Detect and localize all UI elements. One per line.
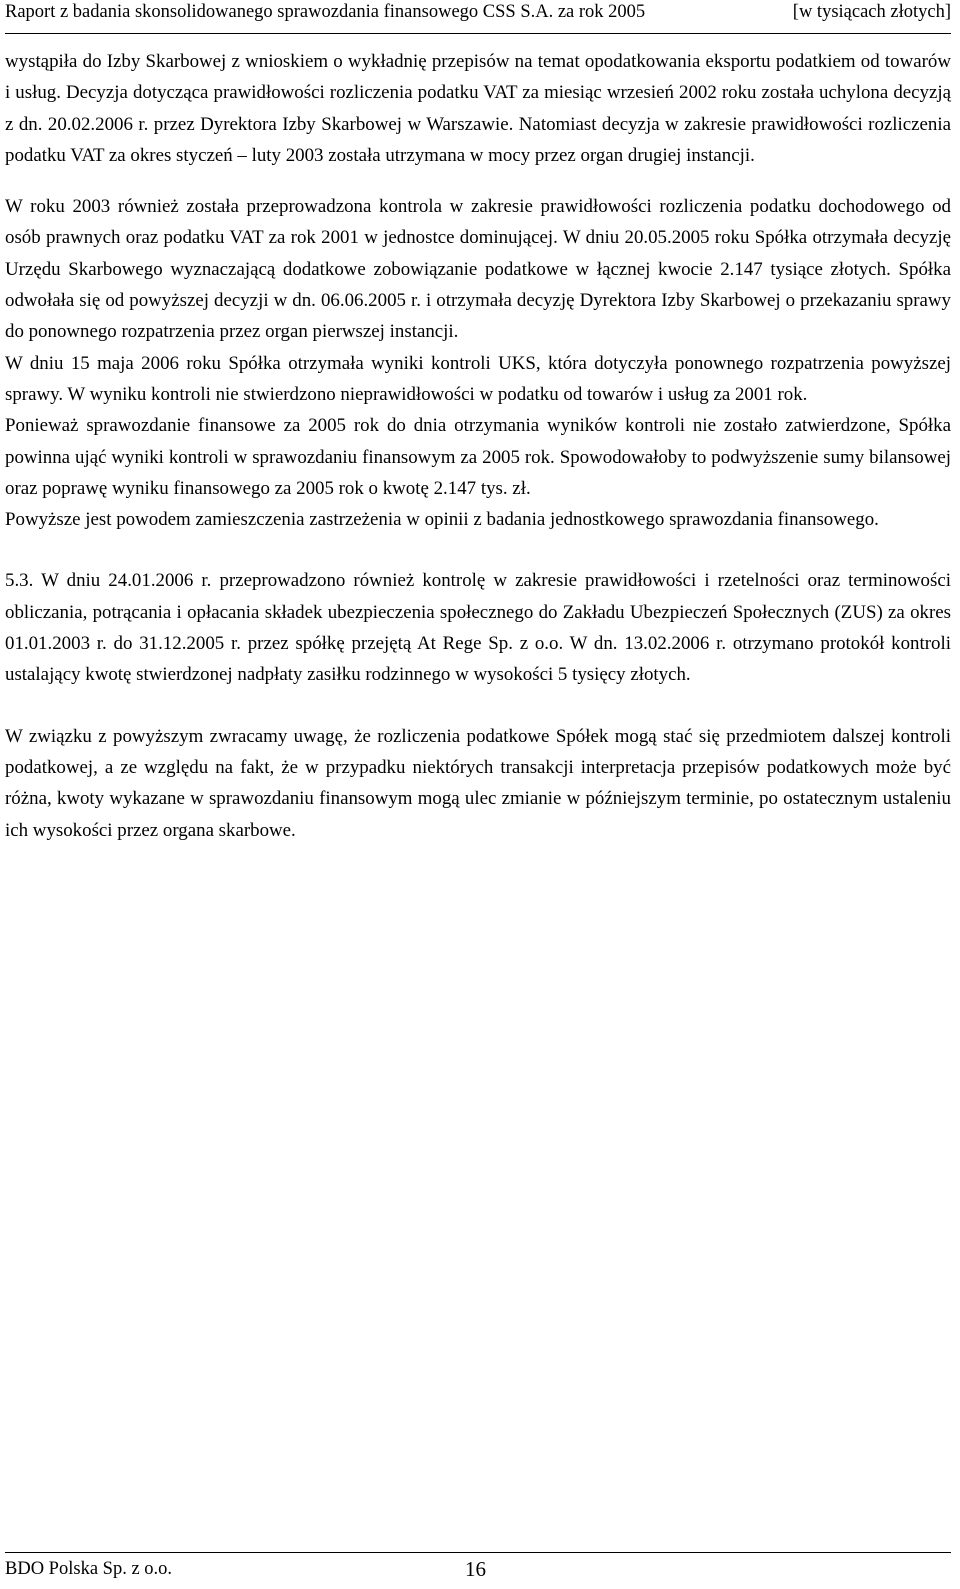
paragraph-tax-risk: W związku z powyższym zwracamy uwagę, że rozliczenia podatkowe Spółek mogą stać się przedmiotem dalszej kontroli podatkowej, a ze względu na fakt, że w przypadku niektórych transakcji interpretacja przepisów podatkowych może być różna, kwoty wykazane w sprawozdaniu finansowym mogą ulec zmianie w późniejszym terminie, po ostatecznym ustaleniu ich wysokości przez organa skarbowe.	[5, 725, 951, 841]
footer-page-number: 16	[465, 1557, 486, 1581]
paragraph-vat-decision: wystąpiła do Izby Skarbowej z wnioskiem o wykładnię przepisów na temat opodatkowania eksportu podatkiem od towarów i usług. Decyzja dotycząca prawidłowości rozliczenia podatku VAT za miesiąc wrzesień 2002 roku została uchylona decyzją z dn. 20.02.2006 r. przez Dyrektora Izby Skarbowej w Warszawie. Natomiast decyzja w zakresie prawidłowości rozliczenia podatku VAT za okres styczeń – luty 2003 została utrzymana w mocy przez organ drugiej instancji.	[5, 51, 951, 166]
header-currency-note: [w tysiącach złotych]	[792, 2, 951, 22]
page-header	[5, 0, 951, 34]
page-footer	[5, 1552, 951, 1589]
footer-company-name: BDO Polska Sp. z o.o.	[5, 1559, 173, 1579]
paragraph-uks-results: W dniu 15 maja 2006 roku Spółka otrzymała wyniki kontroli UKS, która dotyczyła ponownego rozpatrzenia powyższej sprawy. W wyniku kontroli nie stwierdzono nieprawidłowości w podatku od towarów i usług za 2001 rok.	[5, 352, 951, 405]
paragraph-financial-impact: Ponieważ sprawozdanie finansowe za 2005 rok do dnia otrzymania wyników kontroli nie zostało zatwierdzone, Spółka powinna ująć wyniki kontroli w sprawozdaniu finansowym za 2005 rok. Spowodowałoby to podwyższenie sumy bilansowej oraz poprawę wyniku finansowego za 2005 rok o kwotę 2.147 tys. zł.	[5, 415, 951, 499]
paragraph-zus-control: 5.3. W dniu 24.01.2006 r. przeprowadzono również kontrolę w zakresie prawidłowości i rzetelności oraz terminowości obliczania, potrącania i opłacania składek ubezpieczenia społecznego do Zakładu Ubezpieczeń Społecznych (ZUS) za okres 01.01.2003 r. do 31.12.2005 r. przez spółkę przejętą At Rege Sp. z o.o. W dn. 13.02.2006 r. otrzymano protokół kontroli ustalający kwotę stwierdzonej nadpłaty zasiłku rodzinnego w wysokości 5 tysięcy złotych.	[5, 570, 951, 686]
document-body	[5, 46, 951, 846]
header-report-title: Raport z badania skonsolidowanego sprawozdania finansowego CSS S.A. za rok 2005	[5, 2, 646, 22]
paragraph-qualification: Powyższe jest powodem zamieszczenia zastrzeżenia w opinii z badania jednostkowego sprawozdania finansowego.	[5, 509, 879, 531]
paragraph-cit-control: W roku 2003 również została przeprowadzona kontrola w zakresie prawidłowości rozliczenia podatku dochodowego od osób prawnych oraz podatku VAT za rok 2001 w jednostce dominującej. W dniu 20.05.2005 roku Spółka otrzymała decyzję Urzędu Skarbowego wyznaczającą dodatkowe zobowiązanie podatkowe w łącznej kwocie 2.147 tysiące złotych. Spółka odwołała się od powyższej decyzji w dn. 06.06.2005 r. i otrzymała decyzję Dyrektora Izby Skarbowej o przekazaniu sprawy do ponownego rozpatrzenia przez organ pierwszej instancji.	[5, 196, 951, 343]
